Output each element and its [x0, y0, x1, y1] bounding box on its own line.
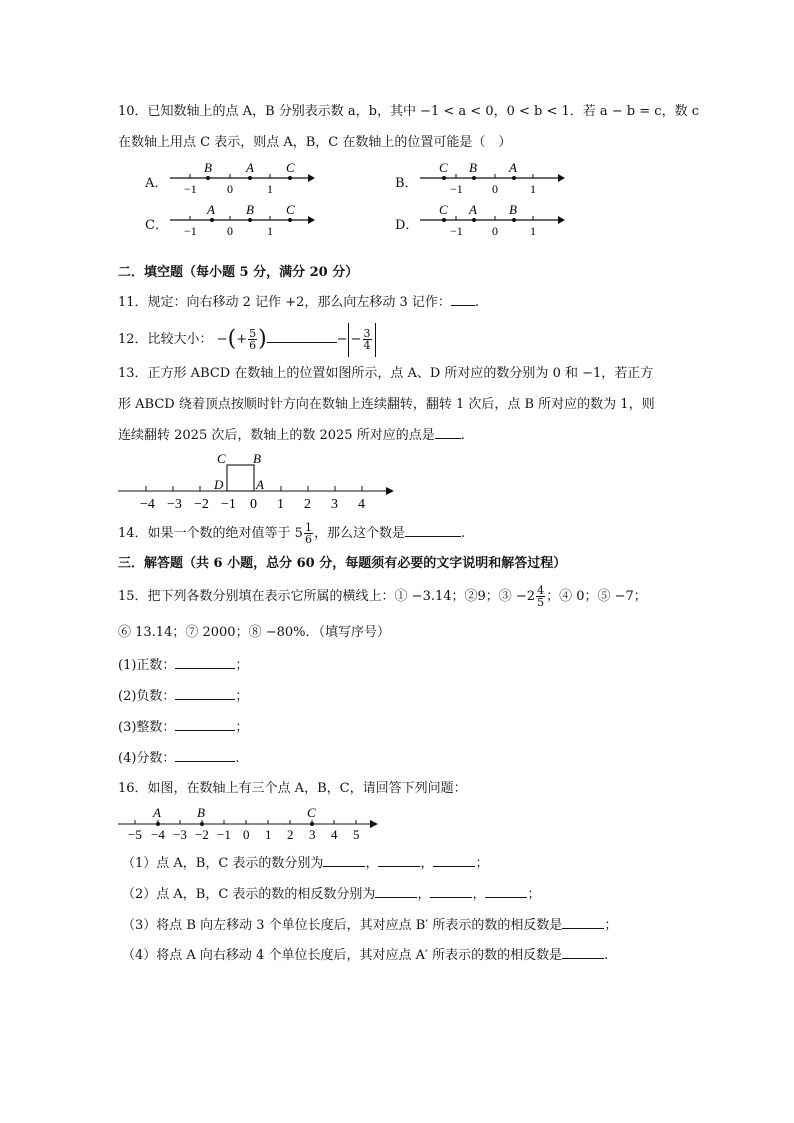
q10-option-c-label: C．	[145, 218, 168, 233]
q16-sub1-blank-b[interactable]	[378, 854, 420, 867]
separator: ，	[417, 887, 431, 902]
q12-text: 12．比较大小：	[118, 332, 213, 347]
q15-item-positive	[118, 656, 248, 675]
tick-label: 0	[227, 182, 233, 196]
q16-sub3-text: （3）将点 B 向左移动 3 个单位长度后，其对应点 B′ 所表示的数的相反数是	[122, 918, 563, 933]
q16-sub3-blank[interactable]	[562, 916, 604, 929]
q13-label-d: D	[214, 477, 224, 492]
tick-label: −4	[151, 827, 165, 842]
q16-label-a: A	[153, 805, 161, 820]
q10c-mark-3: C	[286, 202, 295, 217]
q10a-mark-1: B	[204, 160, 212, 175]
tick-label: −1	[450, 224, 463, 238]
q13-number-line	[118, 448, 398, 510]
q12-answer-blank[interactable]	[267, 322, 337, 343]
q11-answer-blank[interactable]	[451, 293, 475, 306]
q10-option-d-number-line	[420, 202, 565, 242]
q15-line1-text: 15．把下列各数分别填在表示它所属的横线上：① −3.14；②9；③ −2	[118, 589, 536, 604]
q15-frac-num: 4	[537, 584, 545, 597]
tick-label: −1	[184, 182, 197, 196]
q14-answer-blank[interactable]	[405, 520, 461, 537]
q15-integer-blank[interactable]	[175, 718, 235, 731]
q13-line3	[118, 426, 465, 445]
q14-frac-den: 6	[304, 533, 312, 546]
q10d-mark-2: A	[469, 202, 477, 217]
tick-label: 0	[250, 497, 257, 510]
q16-sub2-text: （2）点 A，B，C 表示的数的相反数分别为	[122, 887, 376, 902]
tick-label: 0	[492, 224, 498, 238]
q16-sub4-blank[interactable]	[562, 946, 604, 959]
q10b-mark-1: C	[439, 160, 448, 175]
q15-item-negative	[118, 687, 248, 706]
tick-label: 4	[331, 827, 338, 842]
tick-label: 0	[227, 224, 233, 238]
q10-option-a-label: A．	[145, 176, 168, 191]
separator: ，	[365, 856, 379, 871]
q15-frac-den: 5	[537, 596, 545, 609]
tick-label: 0	[492, 182, 498, 196]
q16-label-c: C	[307, 805, 316, 820]
tick-label: 1	[530, 224, 536, 238]
separator: ；	[527, 887, 541, 902]
tick-label: 1	[267, 224, 273, 238]
q16-sub2-blank-a[interactable]	[375, 885, 417, 898]
section-2-heading: 二．填空题（每小题 5 分，满分 20 分）	[118, 265, 359, 280]
q13-line3-text: 连续翻转 2025 次后，数轴上的数 2025 所对应的点是	[118, 428, 435, 443]
q15-item-label: (4)分数：	[118, 751, 176, 766]
q16-sub1-text: （1）点 A，B，C 表示的数分别为	[122, 856, 324, 871]
q16-sub1-blank-c[interactable]	[433, 854, 475, 867]
q10-line2: 在数轴上用点 C 表示，则点 A，B，C 在数轴上的位置可能是（ ）	[118, 135, 512, 150]
tick-label: −5	[128, 827, 142, 842]
tick-label: −1	[184, 224, 197, 238]
tick-label: −2	[195, 827, 209, 842]
tick-label: 3	[331, 497, 338, 510]
q15-item-label: (3)整数：	[118, 720, 176, 735]
q15-line1b: ；④ 0；⑤ −7；	[546, 589, 647, 604]
tick-label: 3	[309, 827, 316, 842]
tick-label: 2	[287, 827, 294, 842]
tick-label: 5	[353, 827, 360, 842]
q15-line1	[118, 580, 647, 614]
q10a-mark-3: C	[286, 160, 295, 175]
q15-line2: ⑥ 13.14；⑦ 2000；⑧ −80%．（填写序号）	[118, 625, 390, 640]
q15-item-label: (1)正数：	[118, 658, 176, 673]
q12	[118, 322, 376, 356]
tick-label: −3	[167, 497, 182, 510]
q15-item-integer	[118, 718, 248, 737]
q10-option-b-label: B．	[395, 176, 418, 191]
q16-sub2-blank-c[interactable]	[485, 885, 527, 898]
q11-text: 11．规定：向右移动 2 记作 +2，那么向左移动 3 记作：	[118, 295, 451, 310]
q10b-mark-3: A	[509, 160, 517, 175]
q15-fraction-blank[interactable]	[175, 749, 235, 762]
q11-end: .	[474, 295, 480, 310]
q16-number-line	[118, 800, 383, 844]
tick-label: 1	[267, 182, 273, 196]
tick-label: 2	[304, 497, 311, 510]
q15-item-end: ；	[235, 720, 249, 735]
q13-line1: 13．正方形 ABCD 在数轴上的位置如图所示，点 A、D 所对应的数分别为 0 和 −1，若正方	[118, 366, 654, 381]
q10-option-c-number-line	[170, 202, 315, 242]
q13-end: .	[460, 428, 465, 443]
q12-frac1-num: 5	[249, 327, 257, 340]
separator: ；	[475, 856, 489, 871]
tick-label: 1	[530, 182, 536, 196]
q12-expression-right: − − $\frac{3}{4}$	[337, 332, 376, 347]
q11	[118, 293, 479, 312]
q16-sub1-blank-a[interactable]	[323, 854, 365, 867]
q13-label-a: A	[256, 477, 264, 492]
q15-positive-blank[interactable]	[175, 656, 235, 669]
q15-item-end: ；	[235, 658, 249, 673]
q12-frac2-num: 3	[363, 326, 371, 340]
tick-label: −1	[450, 182, 463, 196]
q15-item-end: .	[235, 751, 240, 766]
q16-sub1	[122, 854, 488, 873]
q15-item-label: (2)负数：	[118, 689, 176, 704]
tick-label: −1	[221, 497, 236, 510]
q14-text: 14．如果一个数的绝对值等于 5	[118, 526, 303, 541]
q15-item-end: ；	[235, 689, 249, 704]
q10-option-a-number-line	[170, 160, 315, 200]
section-3-heading: 三．解答题（共 6 小题，总分 60 分，每题须有必要的文字说明和解答过程）	[118, 556, 567, 571]
q14-frac-num: 1	[304, 521, 312, 534]
q13-label-b: B	[253, 451, 261, 466]
q10c-mark-2: B	[246, 202, 254, 217]
tick-label: −4	[140, 497, 155, 510]
q12-frac2-den: 4	[363, 338, 371, 352]
q10d-mark-3: B	[509, 202, 517, 217]
q15-negative-blank[interactable]	[175, 687, 235, 700]
tick-label: −1	[217, 827, 231, 842]
q10d-mark-1: C	[439, 202, 448, 217]
square-abcd	[227, 465, 254, 491]
separator: ；	[604, 918, 618, 933]
q13-answer-blank[interactable]	[435, 426, 461, 439]
tick-label: 0	[243, 827, 250, 842]
q10-option-b-number-line	[420, 160, 565, 200]
q16-stem: 16．如图，在数轴上有三个点 A，B，C，请回答下列问题：	[118, 781, 467, 796]
separator: ，	[420, 856, 434, 871]
q14	[118, 519, 465, 549]
q14-text2: ，那么这个数是	[313, 526, 405, 541]
q16-sub3	[122, 916, 617, 935]
q16-sub4	[122, 946, 608, 965]
q10a-mark-2: A	[246, 160, 254, 175]
q10-line1: 10．已知数轴上的点 A，B 分别表示数 a，b，其中 −1 < a < 0，0 < b < 1．若 a − b = c，数 c	[118, 104, 699, 119]
q16-label-b: B	[197, 805, 205, 820]
q16-sub4-text: （4）将点 A 向右移动 4 个单位长度后，其对应点 A′ 所表示的数的相反数是	[122, 948, 563, 963]
tick-label: 4	[358, 497, 365, 510]
q16-sub2	[122, 885, 540, 904]
q16-sub2-blank-b[interactable]	[430, 885, 472, 898]
q10-option-d-label: D．	[395, 218, 419, 233]
q10c-mark-1: A	[207, 202, 215, 217]
q15-item-fraction	[118, 749, 240, 768]
tick-label: −3	[173, 827, 187, 842]
q12-frac1-den: 6	[249, 339, 257, 352]
tick-label: 1	[265, 827, 272, 842]
tick-label: 1	[277, 497, 284, 510]
q10b-mark-2: B	[469, 160, 477, 175]
q16-end: .	[604, 948, 609, 963]
q13-label-c: C	[217, 451, 226, 466]
tick-label: −2	[194, 497, 209, 510]
q13-line2: 形 ABCD 绕着顶点按顺时针方向在数轴上连续翻转，翻转 1 次后，点 B 所对应的数为 1，则	[118, 397, 655, 412]
separator: ，	[472, 887, 486, 902]
q14-end: .	[460, 526, 466, 541]
q12-expression-left: −(+ $\frac{5}{6}$ )	[216, 326, 267, 352]
